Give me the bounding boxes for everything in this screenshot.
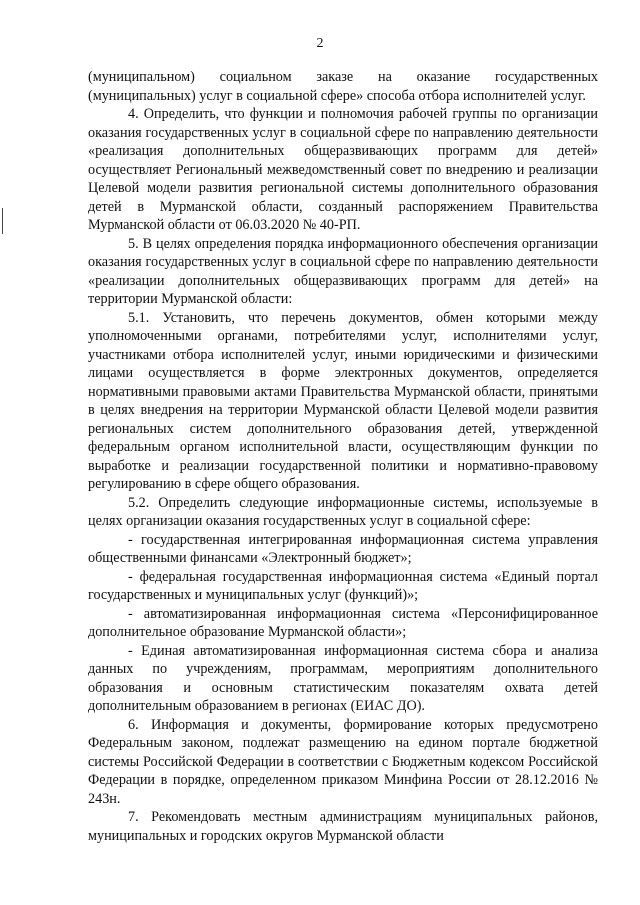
paragraph-item-7: 7. Рекомендовать местным администрациям муниципальных районов, муниципальных и городских округов Мурманской области	[88, 809, 598, 844]
page-number: 2	[316, 36, 324, 51]
list-item-eias: - Единая автоматизированная информационная система сбора и анализа данных по учреждениям, программам, мероприятиям дополнительного образования и основным статистическим показателям охвата детей дополнительным образованием в регионах (ЕИАС ДО).	[88, 642, 598, 714]
paragraph-continuation: (муниципальном) социальном заказе на оказание государственных (муниципальных) услуг в социальной сфере» способа отбора исполнителей услуг.	[88, 69, 598, 104]
paragraph-item-5-2: 5.2. Определить следующие информационные системы, используемые в целях организации оказания государственных услуг в социальной сфере:	[88, 494, 598, 529]
list-item-electronic-budget: - государственная интегрированная информационная система управления общественными финансами «Электронный бюджет»;	[88, 531, 598, 566]
document-body	[88, 68, 598, 845]
list-item-pdo: - автоматизированная информационная система «Персонифицированное дополнительное образование Мурманской области»;	[88, 605, 598, 640]
paragraph-item-6: 6. Информация и документы, формирование которых предусмотрено Федеральным законом, подлежат размещению на едином портале бюджетной системы Российской Федерации в соответствии с Бюджетным кодексом Российской Федерации в порядке, определенном приказом Минфина России от 28.12.2016 № 243н.	[88, 716, 598, 807]
margin-mark	[2, 208, 3, 234]
paragraph-item-5: 5. В целях определения порядка информационного обеспечения организации оказания государственных услуг в социальной сфере по направлению деятельности «реализации дополнительных общеразвивающих программ для детей» на территории Мурманской области:	[88, 235, 598, 307]
paragraph-item-4: 4. Определить, что функции и полномочия рабочей группы по организации оказания государственных услуг в социальной сфере по направлению деятельности «реализация дополнительных общеразвивающих программ для детей» осуществляет Региональный межведомственный совет по внедрению и реализации Целевой модели развития региональной системы дополнительного образования детей в Мурманской области, созданный распоряжением Правительства Мурманской области от 06.03.2020 № 40-РП.	[88, 106, 598, 233]
list-item-gosuslugi: - федеральная государственная информационная система «Единый портал государственных и муниципальных услуг (функций)»;	[88, 568, 598, 603]
paragraph-item-5-1: 5.1. Установить, что перечень документов, обмен которыми между уполномоченными органами, потребителями услуг, исполнителями услуг, участниками отбора исполнителей услуг, иными юридическими и физическими лицами осуществляется в форме электронных документов, определяется нормативными правовыми актами Правительства Мурманской области, принятыми в целях внедрения на территории Мурманской области Целевой модели развития региональных систем дополнительного образования детей, утвержденной федеральным органом исполнительной власти, осуществляющим функции по выработке и реализации государственной политики и нормативно-правовому регулированию в сфере общего образования.	[88, 309, 598, 492]
